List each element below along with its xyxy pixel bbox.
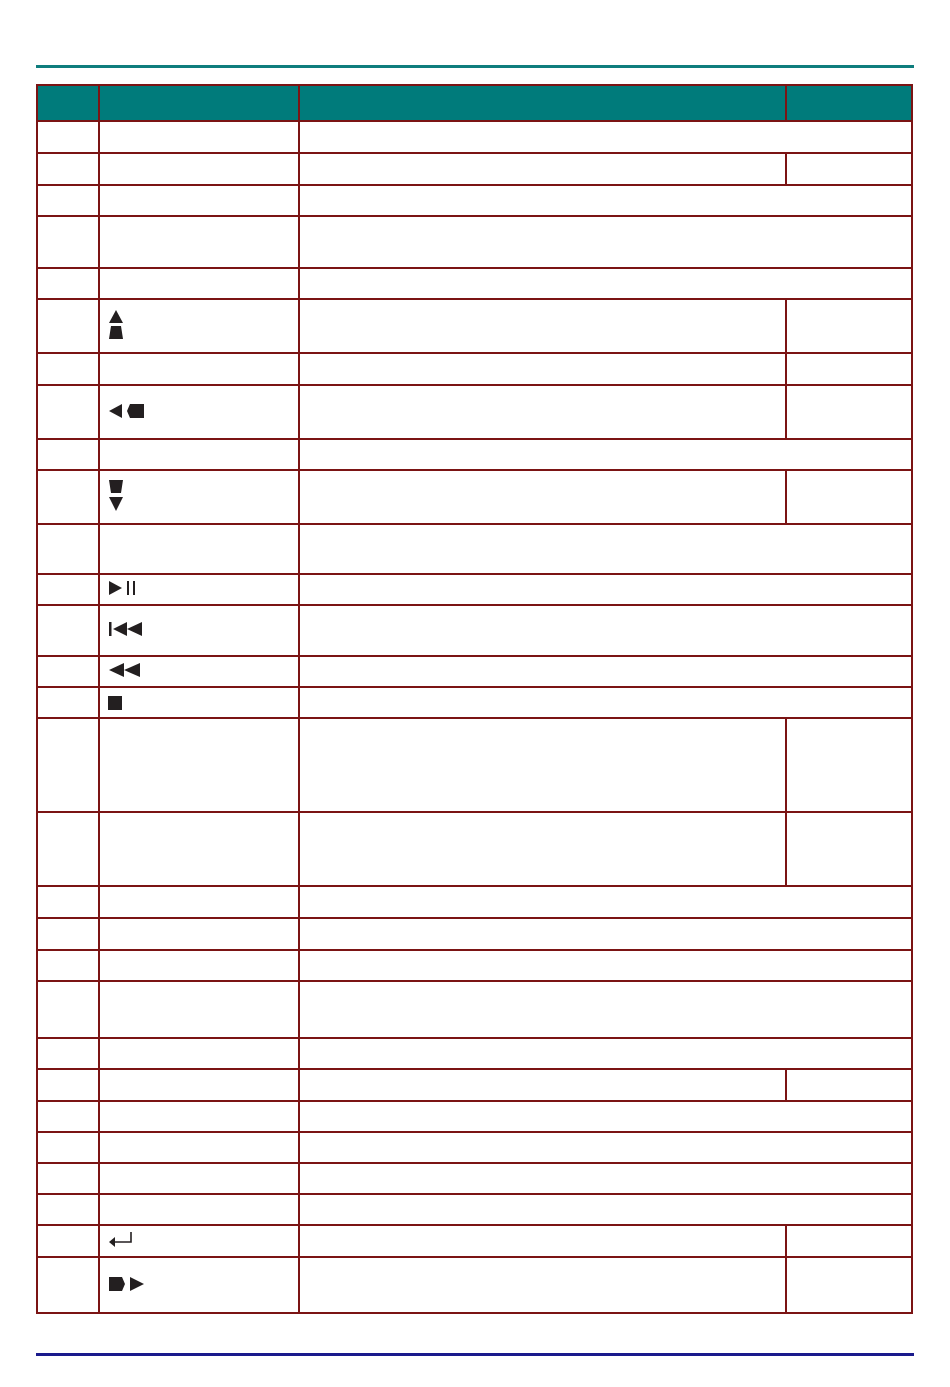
play-pause-icon — [108, 580, 138, 598]
table-row — [37, 918, 912, 950]
header-cell-number — [37, 85, 99, 121]
header-cell-description — [299, 85, 786, 121]
header-cell-page — [786, 85, 912, 121]
table-header-row — [37, 85, 912, 121]
table-row — [37, 1225, 912, 1257]
table-row — [37, 687, 912, 718]
table-row — [37, 656, 912, 687]
table-row — [37, 524, 912, 574]
table-row — [37, 439, 912, 470]
remote-control-button-table — [36, 84, 913, 1314]
table-row — [37, 353, 912, 385]
stop-icon — [108, 696, 122, 710]
table-row — [37, 1069, 912, 1101]
table-row — [37, 886, 912, 918]
table-row — [37, 470, 912, 524]
bottom-rule — [36, 1353, 914, 1356]
table-row — [37, 1194, 912, 1225]
rewind-icon — [108, 662, 142, 680]
table-row — [37, 268, 912, 299]
table-row — [37, 1132, 912, 1163]
top-rule — [36, 65, 914, 68]
table-row — [37, 981, 912, 1038]
header-cell-label — [99, 85, 299, 121]
table-row — [37, 605, 912, 656]
table-row — [37, 153, 912, 185]
table-row — [37, 812, 912, 886]
table-row — [37, 121, 912, 153]
enter-icon — [108, 1231, 134, 1251]
table-row — [37, 718, 912, 812]
left-icon — [108, 403, 144, 421]
right-icon — [108, 1276, 144, 1294]
table-row — [37, 1101, 912, 1132]
table-row — [37, 216, 912, 268]
table-row — [37, 950, 912, 981]
table-row — [37, 185, 912, 216]
table-row — [37, 1038, 912, 1069]
table-row — [37, 574, 912, 605]
table-row — [37, 1163, 912, 1194]
table-row — [37, 1257, 912, 1313]
page-down-icon — [108, 479, 124, 515]
previous-icon — [108, 621, 144, 639]
table-row — [37, 299, 912, 353]
page-up-icon — [108, 309, 124, 343]
table-row — [37, 385, 912, 439]
